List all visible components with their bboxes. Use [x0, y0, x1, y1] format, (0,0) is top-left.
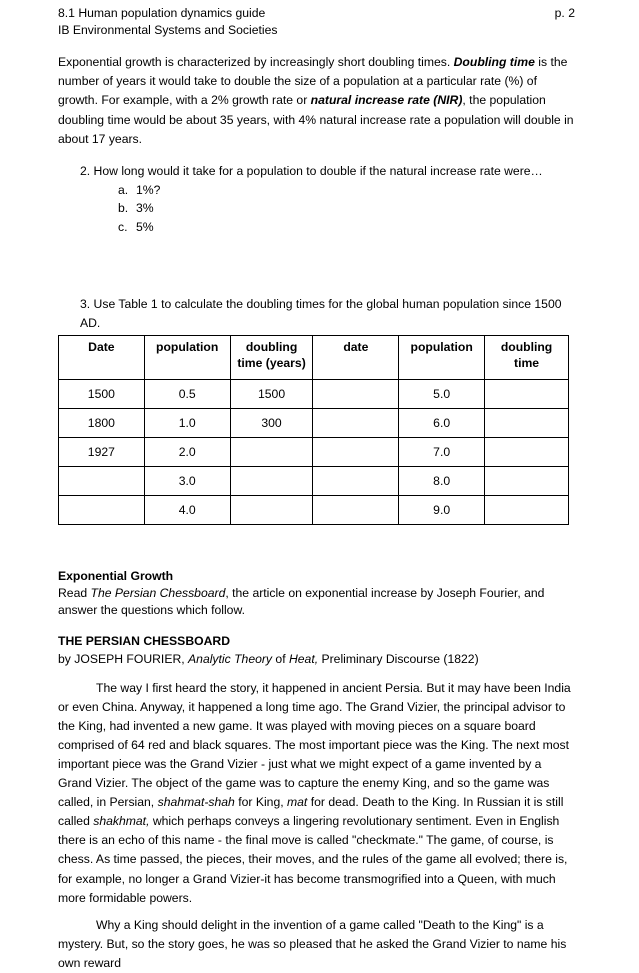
- option-label: c.: [118, 219, 128, 234]
- table-cell: 3.0: [144, 467, 230, 496]
- table-cell: [59, 467, 145, 496]
- table-cell: 2.0: [144, 438, 230, 467]
- question-2-options: [118, 181, 578, 237]
- story-paragraph-1: [58, 679, 578, 908]
- byline-of: of: [272, 652, 289, 667]
- article-heading: THE PERSIAN CHESSBOARD: [58, 633, 230, 648]
- option-value: 3%: [136, 201, 154, 216]
- story-text: The way I first heard the story, it happened in ancient Persia. But it may have been India or even China. Anyway, it happened a long time ago. The Grand Vizier, the principal advisor to the King, had invented a new game. It was played with moving pieces on a square board comprised of 64 red and black squares. The most important piece was the King. The next most important piece was the Grand Vizier - just what we might expect of a game invented by a Grand Vizier. The object of the game was to capture the enemy King, and so the game was called, in Persian,: [58, 680, 571, 810]
- story-italic: shakhmat,: [93, 814, 150, 829]
- byline-rest: Preliminary Discourse (1822): [318, 652, 479, 667]
- article-byline: [58, 650, 578, 669]
- option-c: [118, 218, 578, 237]
- page-header: [58, 5, 578, 38]
- table-cell: 1.0: [144, 409, 230, 438]
- byline-work: Analytic Theory: [188, 652, 273, 667]
- intro-text-2: is the number of years it would take to double the size of a population at a particular rate (%) of growth. For example, with a 2% growth rate or: [58, 55, 568, 108]
- table-cell: 7.0: [399, 438, 485, 467]
- table-cell: 300: [230, 409, 313, 438]
- header-date-2: date: [313, 336, 399, 380]
- table-cell: 1927: [59, 438, 145, 467]
- header-doubling-time: doubling time: [485, 336, 569, 380]
- byline-heat: Heat,: [288, 652, 319, 667]
- course-subtitle: IB Environmental Systems and Societies: [58, 22, 278, 37]
- option-label: a.: [118, 182, 129, 197]
- table-cell: [230, 467, 313, 496]
- story-italic: shahmat-shah: [157, 795, 235, 810]
- story-text: for dead. Death to the King. In Russian it is still called: [58, 795, 564, 829]
- doubling-time-table: [58, 335, 569, 525]
- intro-paragraph: [58, 53, 578, 149]
- table-header-row: [59, 336, 569, 380]
- table-cell: [485, 496, 569, 525]
- article-heading-block: [58, 632, 578, 669]
- table-cell: 0.5: [144, 380, 230, 409]
- table-cell: 9.0: [399, 496, 485, 525]
- story-paragraph-2: Why a King should delight in the invention of a game called "Death to the King" is a mystery. But, so the story goes, he was so pleased that he asked the Grand Vizier to name his own reward: [58, 917, 567, 970]
- exponential-instructions: [58, 585, 578, 619]
- nir-term: natural increase rate (NIR): [310, 93, 463, 108]
- option-b: [118, 199, 578, 218]
- table-cell: [59, 496, 145, 525]
- table-row: [59, 467, 569, 496]
- story-text: for King,: [234, 795, 287, 810]
- page-number: p. 2: [554, 6, 575, 20]
- byline-text: by JOSEPH FOURIER,: [58, 652, 189, 667]
- table-cell: [230, 496, 313, 525]
- table-cell: 6.0: [399, 409, 485, 438]
- question-3: 3. Use Table 1 to calculate the doubling times for the global human population since 1500 AD.: [80, 297, 562, 330]
- document-title: 8.1 Human population dynamics guide: [58, 6, 266, 20]
- table-cell: 1800: [59, 409, 145, 438]
- story-text: which perhaps conveys a lingering revolutionary sentiment. Even in English there is an echo of this name - the final move is called "checkmate." The game, of course, is chess. As time passed, the pieces, their moves, and the rules of the game all evolved; there is, for example, no longer a Grand Vizier-it has become transmogrified into a Queen, with much more formidable powers.: [58, 814, 568, 905]
- table-cell: 1500: [59, 380, 145, 409]
- option-label: b.: [118, 201, 129, 216]
- table-cell: [313, 380, 399, 409]
- instructions-text-2: , the article on exponential increase by Joseph Fourier, and answer the questions which follow.: [58, 586, 545, 618]
- table-cell: [313, 496, 399, 525]
- option-value: 1%?: [136, 182, 161, 197]
- table-row: [59, 380, 569, 409]
- table-row: [59, 409, 569, 438]
- table-cell: [230, 438, 313, 467]
- question-2: 2. How long would it take for a population to double if the natural increase rate were…: [80, 164, 543, 179]
- story-italic: mat: [287, 795, 308, 810]
- table-cell: [313, 438, 399, 467]
- header-population-2: population: [399, 336, 485, 380]
- table-cell: [485, 438, 569, 467]
- table-cell: 4.0: [144, 496, 230, 525]
- table-cell: 1500: [230, 380, 313, 409]
- option-a: [118, 181, 578, 200]
- header-doubling-time-years: doubling time (years): [230, 336, 313, 380]
- table-cell: 5.0: [399, 380, 485, 409]
- exponential-growth-section: [58, 568, 578, 620]
- table-cell: [313, 467, 399, 496]
- header-date: Date: [59, 336, 145, 380]
- header-population: population: [144, 336, 230, 380]
- intro-text-1: Exponential growth is characterized by increasingly short doubling times.: [58, 55, 454, 69]
- table-cell: [313, 409, 399, 438]
- table-row: [59, 438, 569, 467]
- intro-text-3: , the population doubling time would be about 35 years, with 4% natural increase rate a population will double in about 17 years.: [58, 93, 574, 146]
- table-row: [59, 496, 569, 525]
- document-page: [58, 0, 578, 973]
- table-cell: [485, 467, 569, 496]
- instructions-text-1: Read: [58, 586, 91, 601]
- article-title-ref: The Persian Chessboard: [90, 586, 226, 601]
- section-heading: Exponential Growth: [58, 569, 174, 584]
- table-cell: 8.0: [399, 467, 485, 496]
- table-cell: [485, 409, 569, 438]
- table-cell: [485, 380, 569, 409]
- option-value: 5%: [136, 219, 154, 234]
- doubling-time-term: Doubling time: [453, 55, 535, 69]
